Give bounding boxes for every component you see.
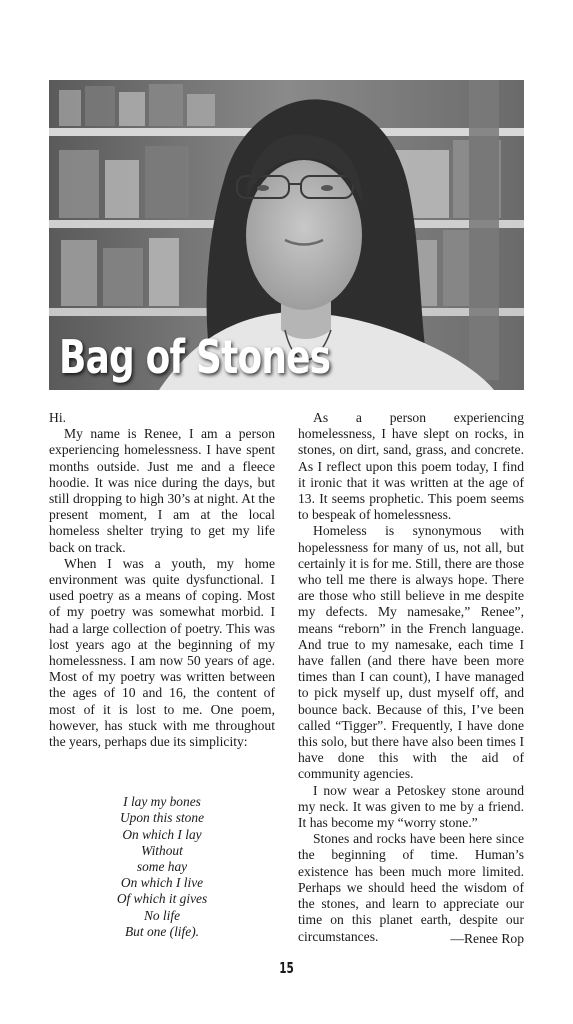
body-paragraph: Homeless is synonymous with hopelessness for many of us, not all, but certainly it is for me. Still, there are those who tell me there is always hope. There are those who still believe in me despite my defects. My namesake,” Renee”, means “reborn” in the French language. And true to my namesake, each time I have fallen (and there have been more times than I can count), I have managed to pick myself up, dust myself off, and bounce back. Because of this, I’ve been called “Tigger”. Frequently, I have done this solo, but there have also been times I have done this with the aid of community agencies. [298,523,524,782]
body-paragraph: As a person experiencing homelessness, I have slept on rocks, in stones, on dirt, sand, grass, and concrete. As I reflect upon this poem today, I find it ironic that it was written at the age of 13. It seems prophetic. This poem seems to bespeak of homelessness. [298,410,524,523]
right-column [298,410,524,945]
body-paragraph: When I was a youth, my home environment was quite dysfunctional. I used poetry as a means of coping. Most of my poetry was somewhat morbid. I had a large collection of poetry. This was lost years ago at the beginning of my homelessness. I am now 50 years of age. Most of my poetry was written between the ages of 10 and 16, the content of most of it is lost to me. One poem, however, has stuck with me throughout the years, perhaps due its simplicity: [49,555,275,750]
article-title: Bag of Stones [59,330,331,384]
poem-line: Of which it gives [116,891,208,907]
body-paragraph: My name is Renee, I am a person experiencing homelessness. I have spent months outside. Just me and a fleece hoodie. It was nice during the days, but still dropping to high 30’s at night. At the present moment, I am at the local homeless shelter trying to get my life back on track. [49,426,275,555]
poem-line: Upon this stone [119,810,205,826]
page-number: 15 [279,959,294,977]
body-paragraph: I now wear a Petoskey stone around my neck. It was given to me by a friend. It has become my “worry stone.” [298,782,524,831]
poem-line: No life [143,907,181,923]
poem [49,794,275,940]
poem-line: I lay my bones [123,794,201,810]
author-signature: —Renee Rop [450,931,524,946]
poem-line: some hay [136,859,188,875]
poem-line: Without [141,842,183,858]
poem-line: On which I live [120,875,204,891]
poem-line: But one (life). [125,923,199,939]
header-photo [49,80,524,390]
greeting-paragraph: Hi. [49,410,66,425]
left-column [49,410,275,940]
poem-line: On which I lay [122,826,202,842]
body-paragraph: Stones and rocks have been here since the beginning of time. Human’s existence has been much more limited. Perhaps we should heed the wisdom of the stones, and learn to appreciate our time on this planet earth, despite our circumstances. [298,831,524,944]
